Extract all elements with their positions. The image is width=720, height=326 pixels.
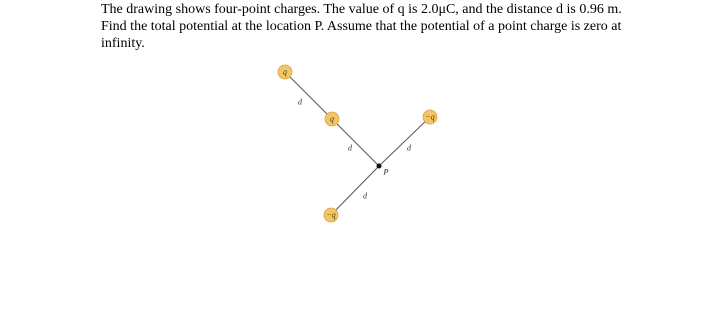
charge-bottom-label: −q bbox=[326, 210, 336, 220]
distance-label-middle: d bbox=[348, 143, 352, 153]
line-p-to-bottom bbox=[331, 166, 379, 215]
charge-middle-label: q bbox=[330, 114, 334, 124]
charge-right bbox=[423, 110, 437, 124]
charge-middle bbox=[325, 112, 339, 126]
charge-right-label: −q bbox=[425, 112, 435, 122]
charge-top-left bbox=[278, 65, 292, 79]
point-p-label: P bbox=[383, 167, 389, 177]
line-p-to-right bbox=[379, 117, 430, 166]
point-p-marker bbox=[377, 164, 382, 169]
problem-line-2: Find the total potential at the location P. Assume that the potential of a point charge is zero at bbox=[101, 19, 622, 34]
problem-line-3: infinity. bbox=[101, 36, 145, 51]
distance-label-lower: d bbox=[363, 191, 367, 201]
charge-bottom bbox=[324, 208, 338, 222]
distance-label-right: d bbox=[407, 143, 411, 153]
distance-label-upper: d bbox=[298, 97, 302, 107]
charge-top-left-label: q bbox=[283, 67, 287, 77]
problem-line-1: The drawing shows four-point charges. The value of q is 2.0μC, and the distance d is 0.96 m. bbox=[101, 2, 622, 17]
